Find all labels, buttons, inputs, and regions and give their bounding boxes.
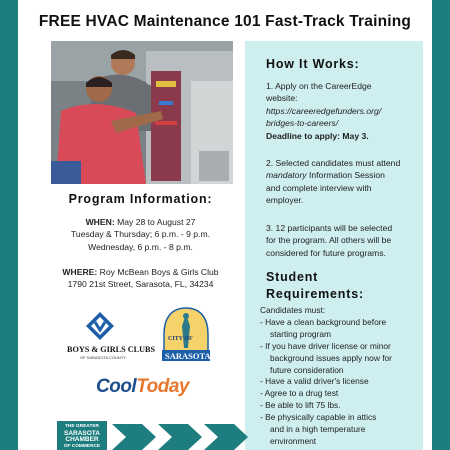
step3-line1: 3. 12 participants will be selected: [266, 223, 393, 233]
req-item: - Agree to a drug test: [260, 388, 339, 399]
flyer-page: [18, 0, 432, 450]
when-label: WHEN:: [85, 217, 115, 227]
program-where: [28, 266, 253, 291]
chamber-line2: SARASOTA: [64, 429, 100, 437]
when-value: May 28 to August 27: [114, 217, 196, 227]
req-item: - Have a valid driver's license: [260, 376, 369, 387]
where-value: Roy McBean Boys & Girls Club: [97, 267, 219, 277]
bgc-sub: OF SARASOTA COUNTY: [80, 355, 126, 360]
requirements-intro: Candidates must:: [260, 305, 326, 315]
address: 1790 21st Street, Sarasota, FL, 34234: [67, 279, 214, 290]
req-item: environment: [270, 435, 317, 446]
program-when: [28, 216, 253, 253]
req-item: background issues apply now for: [270, 352, 392, 363]
cool-text: Cool: [96, 376, 137, 397]
req-item: - Be physically capable in attics: [260, 412, 377, 423]
chamber-line4: OF COMMERCE: [63, 443, 101, 449]
step3-line3: considered for future programs.: [266, 247, 386, 258]
step1-line2: website:: [266, 93, 298, 104]
step1-line1: 1. Apply on the CareerEdge: [266, 81, 372, 91]
today-text: Today: [136, 376, 189, 397]
sarasota-chamber-logo: [57, 421, 107, 450]
step2-line1: 2. Selected candidates must attend: [266, 158, 401, 168]
req-item: - Have a clean background before: [260, 316, 387, 327]
schedule-wed: Wednesday, 6 p.m. - 8 p.m.: [88, 241, 193, 252]
step2-line4: employer.: [266, 195, 304, 206]
req-item: future consideration: [270, 364, 344, 375]
requirements-list: [260, 305, 423, 448]
bgc-name: BOYS & GIRLS CLUBS: [67, 345, 156, 354]
program-info-heading: Program Information:: [68, 192, 213, 206]
step-1: [266, 80, 418, 142]
step-3: [266, 222, 418, 259]
step2-line3: and complete interview with: [266, 182, 372, 193]
step-2: [266, 157, 418, 207]
chamber-line3: CHAMBER: [65, 436, 99, 443]
chamber-line1: THE GREATER: [64, 424, 100, 429]
city-top: CITY OF: [168, 336, 193, 342]
how-it-works-heading: How It Works:: [266, 57, 360, 71]
student-heading-line1: Student: [266, 270, 319, 284]
careeredge-link[interactable]: https://careeredgefunders.org/: [266, 105, 382, 116]
careeredge-link-cont[interactable]: bridges-to-careers/: [266, 118, 339, 129]
decorative-arrows: [112, 424, 252, 450]
req-item: starting program: [270, 328, 331, 339]
step2-italic: mandatory: [266, 170, 307, 181]
flyer-title: FREE HVAC Maintenance 101 Fast-Track Training: [38, 13, 412, 30]
cooltoday-logo: [96, 376, 189, 398]
step3-line2: for the program. All others will be: [266, 235, 392, 246]
city-name: SARASOTA: [165, 351, 211, 361]
student-heading-line2: Requirements:: [266, 287, 364, 301]
where-label: WHERE:: [62, 267, 98, 277]
schedule-tue-thu: Tuesday & Thursday; 6 p.m. - 9 p.m.: [71, 229, 210, 240]
deadline-text: Deadline to apply: May 3.: [266, 130, 369, 141]
step2-line2: Information Session: [306, 170, 385, 181]
req-item: - If you have driver license or minor: [260, 340, 391, 351]
req-item: - Be able to lift 75 lbs.: [260, 400, 341, 411]
city-of-sarasota-logo: [160, 306, 212, 364]
technicians-photo: [51, 41, 233, 184]
req-item: and in a high temperature: [270, 424, 366, 435]
